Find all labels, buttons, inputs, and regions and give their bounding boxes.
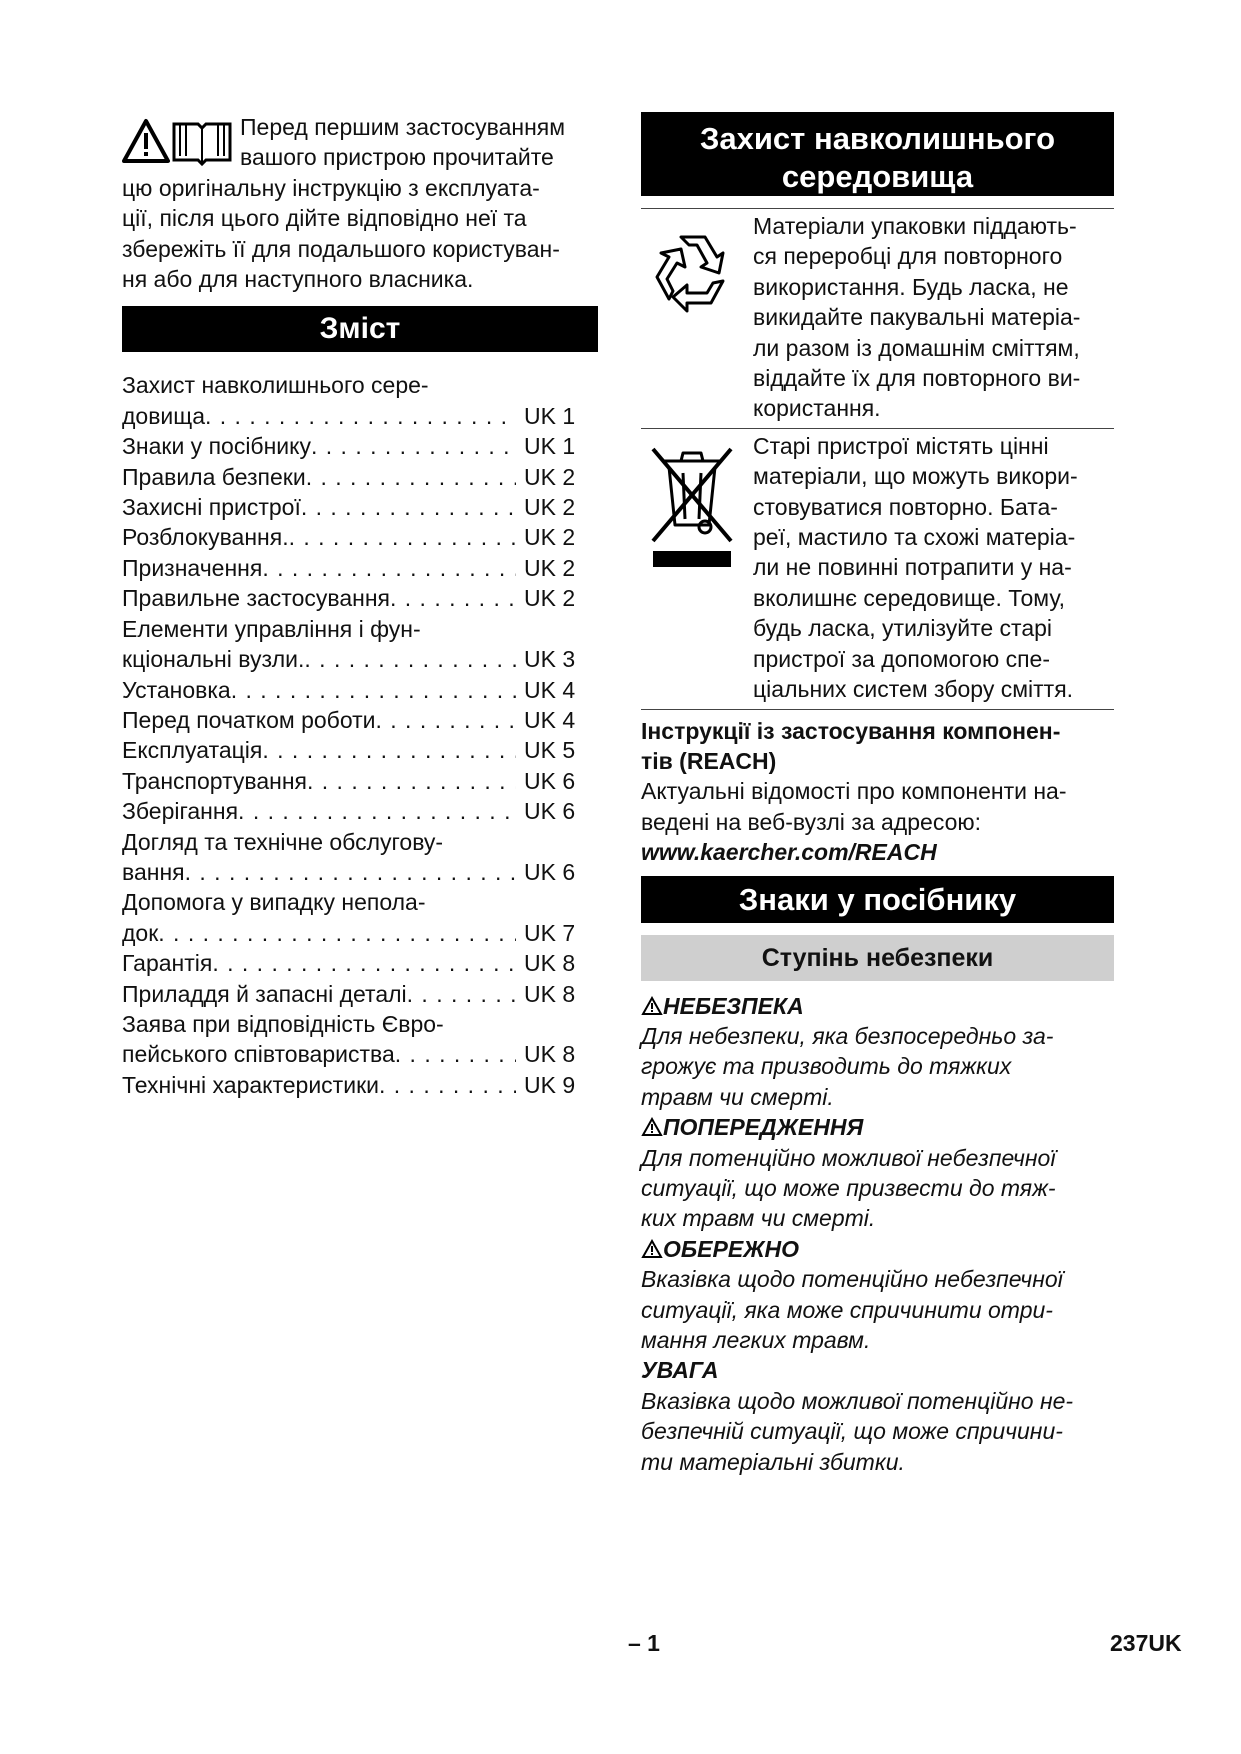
text-line: ситуації, що може призвести до тяж- xyxy=(641,1174,1056,1201)
divider xyxy=(641,709,1114,710)
text-line: матеріали, що можуть викори- xyxy=(753,463,1078,490)
attention-level xyxy=(641,1355,1114,1477)
warning-triangle-icon xyxy=(641,1239,663,1259)
toc-entry[interactable] xyxy=(122,735,598,765)
toc-entry[interactable] xyxy=(122,1070,598,1100)
toc-entry-page: UK 8 xyxy=(524,980,576,1007)
toc-leader-dots xyxy=(379,1070,516,1100)
text-line: ситуації, яка може спричинити отри- xyxy=(641,1296,1053,1323)
toc-entry-line1[interactable] xyxy=(122,887,598,917)
toc-leader-dots xyxy=(185,857,516,887)
toc-entry-title: Захист навколишнього сере- xyxy=(122,372,429,399)
toc-entry-title: Догляд та технічне обслугову- xyxy=(122,828,444,855)
text-line: ся переробці для повторного xyxy=(753,243,1063,270)
environment-heading-line1: Захист навколишнього xyxy=(699,121,1056,156)
text-line: ли не повинні потрапити у на- xyxy=(753,554,1072,581)
toc-leader-dots xyxy=(307,766,516,796)
toc-entry-title: кціональні вузли. xyxy=(122,646,305,673)
text-line: Вказівка щодо потенційно небезпечної xyxy=(641,1266,1063,1293)
text-line: Для небезпеки, яка безпосередньо за- xyxy=(641,1022,1054,1049)
crossed-bin-icon xyxy=(647,439,743,579)
toc-entry-page: UK 8 xyxy=(524,1041,576,1068)
toc-entry[interactable] xyxy=(122,918,598,948)
toc-leader-dots xyxy=(407,979,516,1009)
toc-entry-title: Допомога у випадку непола- xyxy=(122,889,426,916)
toc-entry-title: довища xyxy=(122,402,205,429)
toc-heading: Зміст xyxy=(122,306,598,352)
intro-line: вашого пристрою прочитайте xyxy=(240,144,554,171)
text-line: користання. xyxy=(753,395,881,422)
text-line: Вказівка щодо можливої потенційно не- xyxy=(641,1387,1074,1414)
toc-entry-title: Заява при відповідність Євро- xyxy=(122,1010,444,1037)
attention-level-title: УВАГА xyxy=(641,1357,719,1384)
recycling-icon xyxy=(645,223,741,319)
toc-leader-dots xyxy=(231,675,516,705)
toc-leader-dots xyxy=(238,796,516,826)
intro-line: цю оригінальну інструкцію з експлуата- xyxy=(122,174,540,201)
reach-title: тів (REACH) xyxy=(641,747,777,774)
reach-section xyxy=(641,716,1114,868)
intro-notice xyxy=(122,112,598,294)
toc-leader-dots xyxy=(262,553,516,583)
toc-entry-title: Призначення xyxy=(122,554,263,581)
toc-entry-title: Правила безпеки xyxy=(122,463,306,490)
toc-leader-dots xyxy=(158,918,516,948)
toc-leader-dots xyxy=(395,1039,516,1069)
toc-entry[interactable] xyxy=(122,766,598,796)
toc-entry-title: пейського співтовариства xyxy=(122,1041,395,1068)
toc-entry[interactable] xyxy=(122,583,598,613)
reach-text: ведені на веб-вузлі за адресою: xyxy=(641,808,982,835)
toc-entry[interactable] xyxy=(122,857,598,887)
caution-level-title: ОБЕРЕЖНО xyxy=(663,1235,800,1262)
toc-entry-line1[interactable] xyxy=(122,1009,598,1039)
toc-leader-dots xyxy=(311,431,516,461)
toc-entry[interactable] xyxy=(122,644,598,674)
toc-entry-title: Транспортування xyxy=(122,767,307,794)
intro-line: ції, після цього дійте відповідно неї та xyxy=(122,205,527,232)
environment-heading xyxy=(641,112,1114,196)
toc-entry[interactable] xyxy=(122,431,598,461)
text-line: ли разом із домашнім сміттям, xyxy=(753,334,1080,361)
warning-level-title: ПОПЕРЕДЖЕННЯ xyxy=(663,1114,864,1141)
toc-leader-dots xyxy=(306,462,516,492)
toc-entry[interactable] xyxy=(122,1039,598,1069)
toc-entry-page: UK 2 xyxy=(524,463,576,490)
toc-entry-page: UK 9 xyxy=(524,1071,576,1098)
toc-entry-page: UK 1 xyxy=(524,402,576,429)
toc-entry-title: Приладдя й запасні деталі xyxy=(122,980,407,1007)
toc-entry-title: Правильне застосування xyxy=(122,585,390,612)
left-column xyxy=(122,112,598,1100)
toc-entry-title: Знаки у посібнику xyxy=(122,433,311,460)
danger-level-heading: Ступінь небезпеки xyxy=(641,935,1114,981)
toc-entry-title: Перед початком роботи xyxy=(122,706,376,733)
toc-leader-dots xyxy=(376,705,517,735)
toc-leader-dots xyxy=(304,644,516,674)
intro-line: збережіть її для подальшого користуван- xyxy=(122,235,560,262)
right-column xyxy=(641,112,1114,1477)
text-line: ти матеріальні збитки. xyxy=(641,1448,905,1475)
warning-level xyxy=(641,1112,1114,1234)
toc-entry-page: UK 5 xyxy=(524,737,576,764)
text-line: будь ласка, утилізуйте старі xyxy=(753,615,1053,642)
disposal-block xyxy=(641,429,1114,709)
toc-leader-dots xyxy=(262,735,516,765)
toc-entry-page: UK 7 xyxy=(524,919,576,946)
toc-entry-line1[interactable] xyxy=(122,370,598,400)
toc-entry-page: UK 6 xyxy=(524,767,576,794)
text-line: ких травм чи смерті. xyxy=(641,1205,876,1232)
toc-entry-title: Установка xyxy=(122,676,231,703)
toc-entry-page: UK 2 xyxy=(524,524,576,551)
table-of-contents xyxy=(122,370,598,1100)
toc-entry-title: Гарантія xyxy=(122,950,213,977)
toc-entry-page: UK 1 xyxy=(524,433,576,460)
toc-leader-dots xyxy=(289,522,516,552)
environment-heading-line2: середовища xyxy=(781,159,974,194)
toc-entry-page: UK 2 xyxy=(524,585,576,612)
toc-entry-title: Розблокування. xyxy=(122,524,289,551)
text-line: вколишнє середовище. Тому, xyxy=(753,584,1065,611)
toc-entry[interactable] xyxy=(122,522,598,552)
text-line: Старі пристрої містять цінні xyxy=(753,432,1049,459)
reach-title: Інструкції із застосування компонен- xyxy=(641,717,1061,744)
toc-entry[interactable] xyxy=(122,796,598,826)
document-code: 237UK xyxy=(1110,1630,1182,1656)
toc-entry-page: UK 2 xyxy=(524,494,576,521)
disposal-text xyxy=(753,431,1078,705)
toc-entry-line1[interactable] xyxy=(122,827,598,857)
toc-entry[interactable] xyxy=(122,979,598,1009)
toc-entry-page: UK 2 xyxy=(524,554,576,581)
toc-entry-title: вання xyxy=(122,858,185,885)
text-line: травм чи смерті. xyxy=(641,1083,834,1110)
text-line: викидайте пакувальні матеріа- xyxy=(753,304,1081,331)
warning-triangle-icon xyxy=(641,996,663,1016)
reach-text: Актуальні відомості про компоненти на- xyxy=(641,778,1067,805)
recycling-block xyxy=(641,209,1114,428)
text-line: мання легких травм. xyxy=(641,1327,871,1353)
toc-entry-page: UK 4 xyxy=(524,676,576,703)
toc-entry-page: UK 6 xyxy=(524,798,576,825)
text-line: віддайте їх для повторного ви- xyxy=(753,365,1081,392)
toc-entry[interactable] xyxy=(122,948,598,978)
toc-entry-title: док xyxy=(122,919,159,946)
recycling-text xyxy=(753,211,1080,424)
intro-line: ня або для наступного власника. xyxy=(122,266,474,293)
toc-entry-title: Технічні характеристики xyxy=(122,1071,379,1098)
toc-entry[interactable] xyxy=(122,492,598,522)
text-line: ціальних систем збору сміття. xyxy=(753,676,1074,703)
toc-entry[interactable] xyxy=(122,462,598,492)
toc-entry-title: Експлуатація xyxy=(122,737,263,764)
toc-entry[interactable] xyxy=(122,675,598,705)
toc-entry[interactable] xyxy=(122,401,598,431)
text-line: Матеріали упаковки піддають- xyxy=(753,213,1077,239)
text-line: безпечній ситуації, що може спричини- xyxy=(641,1418,1063,1445)
text-line: Для потенційно можливої небезпечної xyxy=(641,1144,1056,1171)
page-number: – 1 xyxy=(628,1630,660,1656)
toc-leader-dots xyxy=(205,401,516,431)
toc-entry[interactable] xyxy=(122,553,598,583)
warning-triangle-icon xyxy=(641,1117,663,1137)
danger-level xyxy=(641,991,1114,1113)
toc-entry-title: Елементи управління і фун- xyxy=(122,615,421,642)
reach-url-link[interactable]: www.kaercher.com/REACH xyxy=(641,839,937,866)
text-line: грожує та призводить до тяжких xyxy=(641,1053,1012,1080)
toc-entry-page: UK 3 xyxy=(524,646,576,673)
toc-leader-dots xyxy=(212,948,516,978)
toc-entry-page: UK 8 xyxy=(524,950,576,977)
toc-leader-dots xyxy=(301,492,516,522)
text-line: пристрої за допомогою спе- xyxy=(753,645,1051,672)
toc-entry-line1[interactable] xyxy=(122,614,598,644)
toc-entry[interactable] xyxy=(122,705,598,735)
danger-level-title: НЕБЕЗПЕКА xyxy=(663,992,804,1019)
text-line: реї, мастило та схожі матеріа- xyxy=(753,524,1076,551)
signs-heading: Знаки у посібнику xyxy=(641,876,1114,923)
toc-entry-page: UK 4 xyxy=(524,706,576,733)
toc-entry-title: Зберігання xyxy=(122,798,239,825)
toc-entry-title: Захисні пристрої xyxy=(122,494,301,521)
intro-line: Перед першим застосуванням xyxy=(240,114,566,140)
toc-leader-dots xyxy=(390,583,516,613)
toc-entry-page: UK 6 xyxy=(524,858,576,885)
text-line: використання. Будь ласка, не xyxy=(753,273,1069,300)
caution-level xyxy=(641,1234,1114,1356)
text-line: стовуватися повторно. Бата- xyxy=(753,493,1058,520)
warning-manual-icon xyxy=(122,116,232,168)
